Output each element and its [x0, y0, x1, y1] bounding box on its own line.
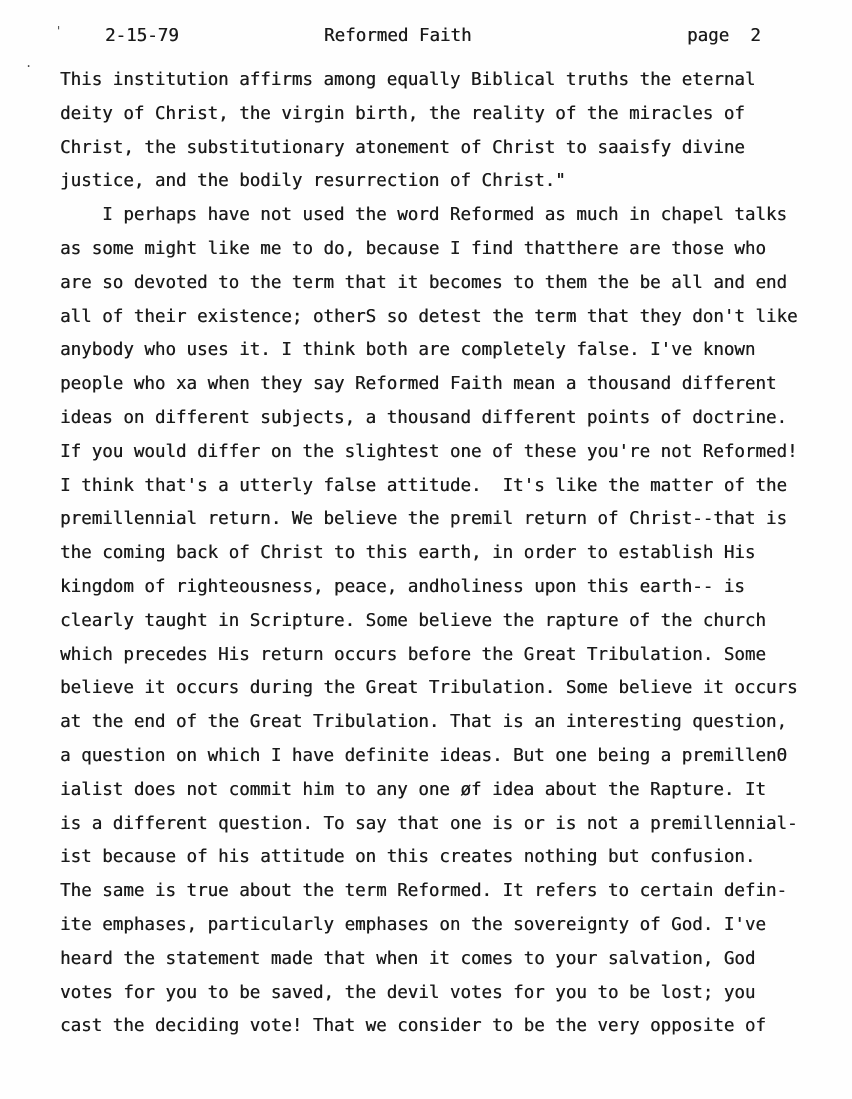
text-line: as some might like me to do, because I find thatthere are those who: [60, 238, 766, 259]
stray-scan-mark: .: [25, 56, 33, 70]
text-line: heard the statement made that when it comes to your salvation, God: [60, 948, 756, 969]
text-line: at the end of the Great Tribulation. That is an interesting question,: [60, 712, 787, 733]
text-line: people who xa when they say Reformed Faith mean a thousand different: [60, 374, 777, 395]
text-line: are so devoted to the term that it becomes to them the be all and end: [60, 272, 787, 293]
text-line: ist because of his attitude on this creates nothing but confusion.: [60, 847, 756, 868]
text-line: anybody who uses it. I think both are completely false. I've known: [60, 340, 756, 361]
text-line: The same is true about the term Reformed. It refers to certain defin-: [60, 881, 787, 902]
text-line: This institution affirms among equally Biblical truths the eternal: [60, 70, 756, 90]
text-line: a question on which I have definite ideas. But one being a premillenΘ: [60, 745, 787, 766]
document-date: 2-15-79: [105, 26, 179, 46]
document-title: Reformed Faith: [324, 26, 472, 46]
page-number: page 2: [687, 26, 761, 46]
document-body: [60, 64, 820, 1044]
text-line: ite emphases, particularly emphases on the sovereignty of God. I've: [60, 914, 766, 935]
text-line: votes for you to be saved, the devil votes for you to be lost; you: [60, 982, 756, 1003]
text-line: I perhaps have not used the word Reformed as much in chapel talks: [60, 205, 787, 226]
text-line: I think that's a utterly false attitude. It's like the matter of the: [60, 475, 787, 496]
text-line: ideas on different subjects, a thousand different points of doctrine.: [60, 407, 787, 428]
text-line: the coming back of Christ to this earth, in order to establish His: [60, 543, 756, 564]
text-line: is a different question. To say that one is or is not a premillennial-: [60, 813, 798, 834]
text-line: justice, and the bodily resurrection of Christ.": [60, 171, 566, 192]
text-line: which precedes His return occurs before the Great Tribulation. Some: [60, 644, 766, 665]
text-line: deity of Christ, the virgin birth, the reality of the miracles of: [60, 103, 745, 124]
text-line: premillennial return. We believe the premil return of Christ--that is: [60, 509, 787, 530]
text-line: If you would differ on the slightest one of these you're not Reformed!: [60, 441, 798, 462]
text-line: all of their existence; otherS so detest the term that they don't like: [60, 306, 798, 327]
page-header: [0, 26, 852, 52]
text-line: cast the deciding vote! That we consider to be the very opposite of: [60, 1016, 766, 1037]
stray-scan-mark: ': [55, 24, 63, 38]
text-line: Christ, the substitutionary atonement of Christ to saaisfy divine: [60, 137, 745, 158]
text-line: ialist does not commit him to any one øf idea about the Rapture. It: [60, 779, 766, 800]
text-line: believe it occurs during the Great Tribulation. Some believe it occurs: [60, 678, 798, 699]
text-line: clearly taught in Scripture. Some believe the rapture of the church: [60, 610, 766, 631]
text-line: kingdom of righteousness, peace, andholiness upon this earth-- is: [60, 576, 745, 597]
